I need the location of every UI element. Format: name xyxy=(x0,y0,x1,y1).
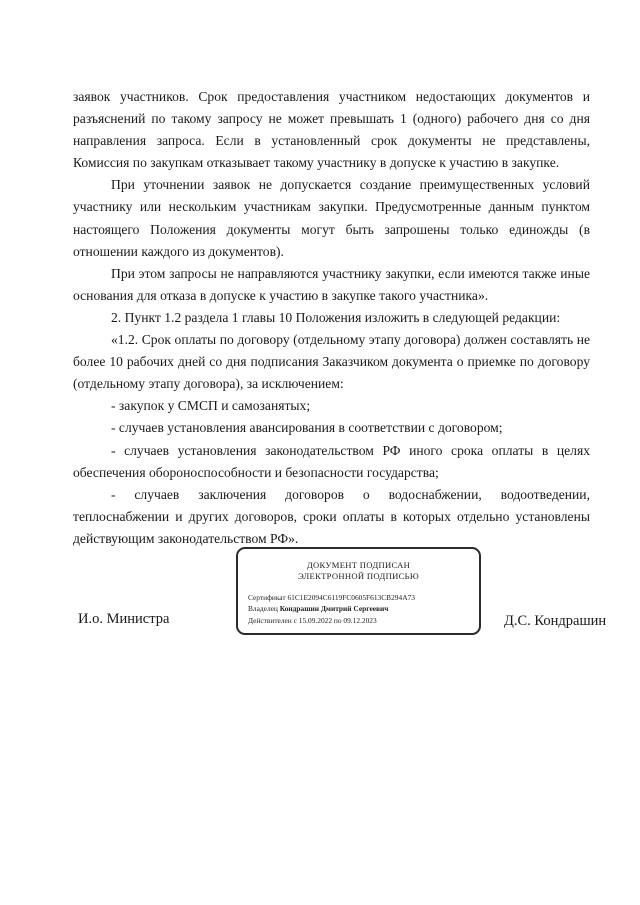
list-item-1: - закупок у СМСП и самозанятых; xyxy=(111,398,311,414)
list-item-3: - случаев установления законодательством РФ иного срока оплаты в целях обеспечения обороноспособности и безопасности государства; xyxy=(73,442,590,480)
stamp-title-line-1: ДОКУМЕНТ ПОДПИСАН xyxy=(306,560,411,570)
list-item-2: - случаев установления авансирования в соответствии с договором; xyxy=(111,420,503,436)
stamp-owner xyxy=(248,603,415,614)
stamp-title xyxy=(238,560,479,582)
valid-from: 15.09.2022 xyxy=(298,615,333,625)
owner-value: Кондрашин Дмитрий Сергеевич xyxy=(279,604,389,614)
paragraph-5: «1.2. Срок оплаты по договору (отдельному этапу договора) должен составлять не более 10 рабочих дней со дня подписания Заказчиком документа о приемке по договору (отдельному этапу договора), за исключением: xyxy=(73,332,590,392)
valid-to-label: по xyxy=(333,615,342,625)
valid-from-label: с xyxy=(293,615,297,625)
paragraph-3: При этом запросы не направляются участнику закупки, если имеются также иные основания для отказа в допуске к участию в закупке такого участника». xyxy=(73,265,590,303)
stamp-title-line-2: ЭЛЕКТРОННОЙ ПОДПИСЬЮ xyxy=(297,571,419,581)
certificate-label: Сертификат xyxy=(248,593,286,602)
signer-name: Д.С. Кондрашин xyxy=(504,613,607,629)
valid-label: Действителен xyxy=(248,615,292,625)
signer-role: И.о. Министра xyxy=(78,611,170,627)
paragraph-4: 2. Пункт 1.2 раздела 1 главы 10 Положения изложить в следующей редакции: xyxy=(111,309,561,325)
stamp-validity xyxy=(248,615,415,626)
stamp-details xyxy=(248,592,415,626)
document-body xyxy=(73,86,590,550)
stamp-certificate xyxy=(248,592,415,603)
certificate-value: 61C1E2094C6119FC0605F613CB294A73 xyxy=(287,593,415,602)
paragraph-2: При уточнении заявок не допускается создание преимущественных условий участнику или нескольким участникам закупки. Предусмотренные данным пунктом настоящего Положения документы могут быть запрошены только единожды (в отношении каждого из документов). xyxy=(73,177,590,259)
valid-to: 09.12.2023 xyxy=(343,615,377,625)
paragraph-1: заявок участников. Срок предоставления участником недостающих документов и разъяснений по такому запросу не может превышать 1 (одного) рабочего дня со дня направления запроса. Если в установленный срок документы не представлены, Комиссия по закупкам отказывает такому участнику в допуске к участию в закупке. xyxy=(73,89,590,171)
e-signature-stamp xyxy=(236,547,481,635)
owner-label: Владелец xyxy=(248,604,278,614)
list-item-4: - случаев заключения договоров о водоснабжении, водоотведении, теплоснабжении и других договоров, сроки оплаты в которых отдельно установлены действующим законодательством РФ». xyxy=(73,486,590,546)
